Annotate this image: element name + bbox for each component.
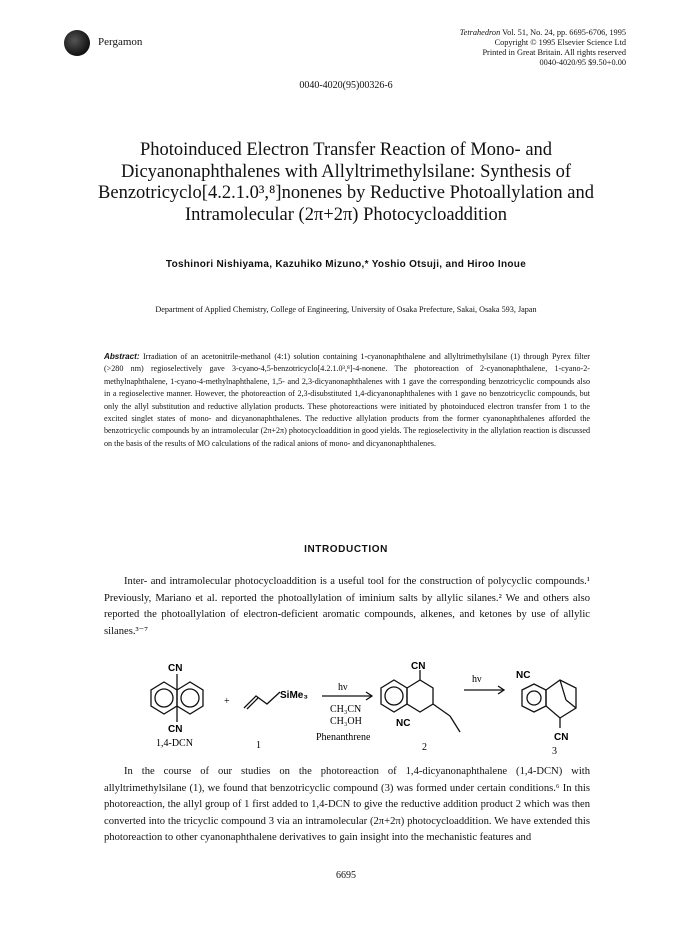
solvent-methanol: CH₃OH bbox=[330, 716, 362, 727]
printed-info: Printed in Great Britain. All rights reserved bbox=[482, 48, 626, 57]
intro-paragraph-1: Inter- and intramolecular photocycloaddition is a useful tool for the construction of polycyclic compounds.¹ Previously, Mariano et al. reported the photoallylation of iminium salts by allylic silanes.² We and others also reported the photoallylation of electron-deficient aromatic compounds, alkenes, and ketones by use of allylic silanes.³⁻⁷ bbox=[104, 576, 590, 637]
cn-label: CN bbox=[411, 661, 426, 672]
title-line: Intramolecular (2π+2π) Photocycloaddition bbox=[185, 204, 507, 225]
nc-label: NC bbox=[396, 718, 411, 729]
compound-label-dcn: 1,4-DCN bbox=[156, 738, 193, 749]
hv-label: hν bbox=[472, 674, 482, 685]
sime3-label: SiMe₃ bbox=[280, 690, 308, 701]
paper-title bbox=[60, 140, 632, 226]
product-2-structure bbox=[381, 670, 460, 732]
publisher-name: Pergamon bbox=[98, 36, 143, 48]
copyright: Copyright © 1995 Elsevier Science Ltd bbox=[494, 38, 626, 47]
nc-label: NC bbox=[516, 670, 531, 681]
journal-details: Vol. 51, No. 24, pp. 6695-6706, 1995 bbox=[502, 28, 626, 37]
sensitizer-label: Phenanthrene bbox=[316, 732, 371, 743]
cn-label: CN bbox=[168, 724, 183, 735]
pergamon-logo bbox=[64, 30, 90, 56]
affiliation: Department of Applied Chemistry, College of Engineering, University of Osaka Prefecture, Sakai, Osaka 593, Japan bbox=[155, 305, 537, 314]
abstract bbox=[104, 351, 590, 450]
intro-paragraph-2: In the course of our studies on the photoreaction of 1,4-dicyanonaphthalene (1,4-DCN) with allyltrimethylsilane (1), we found that benzotricyclic compound (3) was formed under certain conditions.⁶ In this photoreaction, the allyl group of 1 first added to 1,4-DCN to give the reductive addition product 2 which was then converted into the tricyclic compound 3 via an intramolecular (2π+2π) photocycloaddition. We have extended this photoreaction to other cyanonaphthalene derivatives to gain insight into the mechanistic features and bbox=[104, 766, 590, 843]
plus-sign: + bbox=[224, 696, 230, 707]
cn-label: CN bbox=[554, 732, 569, 743]
authors: Toshinori Nishiyama, Kazuhiko Mizuno,* Yoshio Otsuji, and Hiroo Inoue bbox=[165, 259, 527, 270]
doi: 0040-4020(95)00326-6 bbox=[299, 80, 393, 91]
section-heading: INTRODUCTION bbox=[304, 544, 388, 555]
compound-label-3: 3 bbox=[552, 746, 557, 757]
compound-label-2: 2 bbox=[422, 742, 427, 753]
compound-label-1: 1 bbox=[256, 740, 261, 751]
title-line: Benzotricyclo[4.2.1.0³,⁸]nonenes by Reductive Photoallylation and bbox=[98, 183, 594, 203]
journal-info bbox=[460, 28, 626, 68]
title-line: Dicyanonaphthalenes with Allyltrimethylsilane: Synthesis of bbox=[120, 161, 572, 182]
abstract-label: Abstract: bbox=[104, 352, 140, 361]
price-code: 0040-4020/95 $9.50+0.00 bbox=[539, 58, 626, 67]
solvent-acetonitrile: CH₃CN bbox=[330, 704, 362, 715]
allyl-chain bbox=[244, 692, 280, 708]
abstract-text: Irradiation of an acetonitrile-methanol (4:1) solution containing 1-cyanonaphthalene and allyltrimethylsilane (1) through Pyrex filter (>280 nm) regioselectively gave 3-cyano-4,5-benzotricyclo[4.2.1.0³,⁸]-4-nonene. The photoreaction of 2-cyanonaphthalene, 1-cyano-2-methylnaphthalene, 1-cyano-4-methylnaphthalene, 1,5- and 2,3-dicyanonaphthalenes with 1 gave the corresponding benzotricyclic compounds also in a regioselective manner. However, the photoreaction of 2,3-disubstituted 1,4-dicyanonaphthalenes with 1 gave no benzotricyclic compounds, but only the allyl substitution and reductive allylation products. These photoreactions were initiated by photoinduced electron transfer from 1 to the excited singlet states of mono- and dicyanonaphthalenes. The reductive allylation products from the former cyanonaphthalenes afforded the benzotricyclic compounds by an intramolecular (2π+2π) photocycloaddition in good yields. The regioselectivity in the allylation reaction is discussed on the basis of the results of MO calculations of the radical anions of mono- and dicyanonaphthalenes. bbox=[104, 352, 591, 448]
journal-name: Tetrahedron bbox=[459, 28, 501, 37]
page-number: 6695 bbox=[336, 870, 356, 881]
reaction-scheme bbox=[104, 660, 590, 770]
naphthalene-structure bbox=[151, 674, 203, 722]
product-3-structure bbox=[522, 680, 576, 728]
cn-label: CN bbox=[168, 663, 183, 674]
title-line: Photoinduced Electron Transfer Reaction of Mono- and bbox=[139, 140, 553, 160]
hv-label: hν bbox=[338, 682, 348, 693]
